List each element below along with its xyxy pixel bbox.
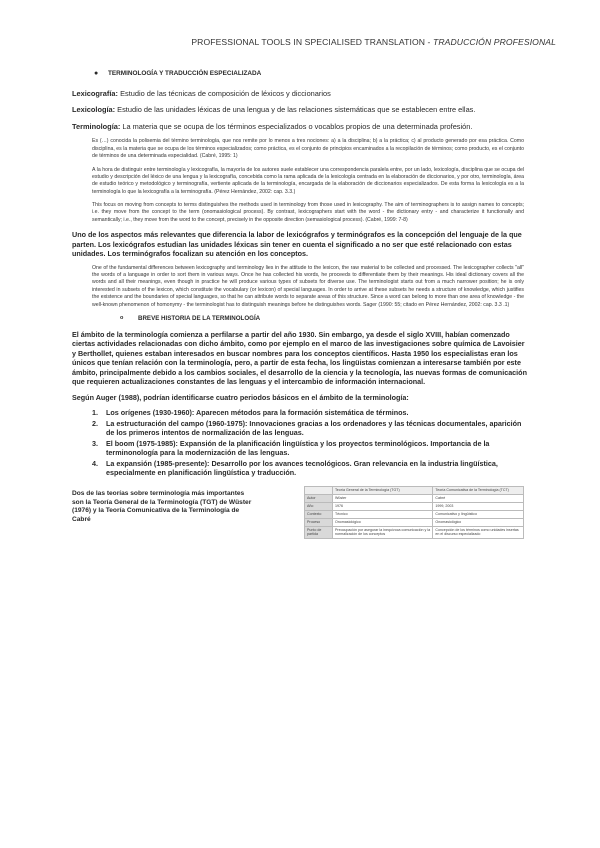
header-title: PROFESSIONAL TOOLS IN SPECIALISED TRANSLATION -: [191, 37, 433, 47]
definition-text: La materia que se ocupa de los términos especializados o vocablos propios de una determinada profesión.: [120, 121, 473, 131]
table-cell: 1999, 2003: [433, 502, 524, 510]
list-text: La estructuración del campo (1960-1975): Innovaciones gracias a los ordenadores y las técnicas documentales, aparición de los primeros intentos de normalización de las lenguas.: [106, 418, 522, 438]
list-text: La expansión (1985-presente): Desarrollo por los avances tecnológicos. Gran relevancia en la industria lingüística, especialmente en planificación lingüística y traducción.: [106, 458, 498, 478]
list-number: 3.: [92, 438, 98, 448]
paragraph-lexicografos: Uno de los aspectos más relevantes que diferencia la labor de lexicógrafos y terminógrafos es la concepción del lenguaje de la que parten. Los lexicógrafos estudian las unidades léxicas sin tener en cuenta el significado a no ser que esté relacionado con estas unidades. Los terminógrafos focalizan su atención en los conceptos.: [72, 230, 522, 259]
table-row: [305, 494, 524, 502]
table-cell: Preocupación por asegurar la inequívoca comunicación y la normalización de los conceptos: [333, 526, 433, 538]
list-item: [92, 459, 528, 478]
table-header: Teoría Comunicativa de la Terminología (TCT): [433, 486, 524, 494]
subsection-heading: [120, 315, 528, 322]
table-row: [305, 502, 524, 510]
section-heading: [94, 70, 528, 77]
table-cell: Contexto: [305, 510, 333, 518]
document-body: [72, 70, 528, 539]
table-cell: Punto de partida: [305, 526, 333, 538]
page-header: [191, 37, 556, 47]
table-cell: Comunicativo y lingüístico: [433, 510, 524, 518]
table-header: [305, 486, 333, 494]
list-text: El boom (1975-1985): Expansión de la planificación lingüística y los proyectos terminológicos. Importancia de la terminonología para la modernización de las lenguas.: [106, 438, 490, 458]
table-cell: Onomasiológico: [333, 518, 433, 526]
quote-perez-hernandez: A la hora de distinguir entre terminología y lexicografía, la mayoría de los autores suele establecer una correspondencia paralela entre, por un lado, lexicología, disciplina que se ocupa del estudio y descripción del léxico de una lengua y la lexicografía, concebida como la rama aplicada de la lexicología centrada en la elaboración de diccionarios, y por otro, terminología, área de estudio teórico y metodológico y terminografía, vertiente aplicada de la terminología, encargada de la elaboración de diccionarios especializados. De esta forma la lexicología es a la terminología lo que la lexicografía a la terminografía. (Pérez Hernández, 2002: cap. 3.3.): [92, 166, 524, 195]
table-cell: Cabré: [433, 494, 524, 502]
definition-term: Terminología:: [72, 121, 121, 131]
list-item: [92, 439, 528, 458]
table-header-row: [305, 486, 524, 494]
table-row: [305, 526, 524, 538]
table-cell: Concepción de los términos como unidades insertas en el discurso especializado: [433, 526, 524, 538]
list-text: Los orígenes (1930-1960): Aparecen métodos para la formación sistemática de términos.: [106, 408, 409, 418]
definition-term: Lexicografía:: [72, 89, 119, 98]
table-cell: Autor: [305, 494, 333, 502]
list-item: [92, 419, 528, 438]
table-cell: Técnico: [333, 510, 433, 518]
definition-text: Estudio de las técnicas de composición de léxicos y diccionarios: [118, 89, 331, 98]
definition-term: Lexicología:: [72, 105, 116, 115]
circle-bullet-icon: o: [120, 315, 124, 322]
header-title-italic: TRADUCCIÓN PROFESIONAL: [432, 37, 556, 47]
table-cell: Proceso: [305, 518, 333, 526]
bullet-icon: ●: [94, 70, 99, 77]
definition-lexicografia: [72, 89, 528, 98]
periods-list: [92, 408, 528, 478]
definition-lexicologia: [72, 105, 528, 114]
definition-terminologia: [72, 122, 528, 131]
theories-table: [304, 486, 524, 539]
table-header: Teoría General de la Terminología (TGT): [333, 486, 433, 494]
list-number: 2.: [92, 418, 98, 428]
quote-sager: One of the fundamental differences between lexicography and terminology lies in the attitude to the lexicon, the raw material to be collected and processed. The lexicographer collects "all" the words of a language in order to sort them in various ways. Once he has collected his words, he proceeds to differentiate them by their meanings. His ideal dictionary covers all the words and all their meanings, even though in practice he will produce various types of subsets for diverse use. The terminologist starts out from a much narrower position; he is only interested in subsets of the lexicon, which constitute the vocabulary (or lexicon) of special languages. In order to arrive at these subsets he needs a structure of knowledge, which justifies the existence and the boundaries of special languages, so that he can attribute words to separate areas of this structure. Since a word can belong to more than one area of knowledge - the well-known phenomenon of homonymy - the terminologist has to distinguish meanings before he distinguishes words. Sager (1990: 55; citado en Pérez Hernández, 2002: cap. 3.3 .1): [92, 264, 524, 308]
table-cell: Wüster: [333, 494, 433, 502]
subsection-title: BREVE HISTORIA DE LA TERMINOLOGÍA: [138, 314, 261, 322]
section-title: TERMINOLOGÍA Y TRADUCCIÓN ESPECIALIZADA: [108, 70, 262, 77]
table-row: [305, 510, 524, 518]
theories-paragraph: Dos de las teorías sobre terminología más importantes son la Teoría General de la Terminología (TGT) de Wüster (1976) y la Teoría Comunicativa de la Terminología de Cabré: [72, 489, 252, 524]
list-number: 4.: [92, 458, 98, 468]
table-row: [305, 518, 524, 526]
quote-cabre-1995: Es (…) conocida la polisemia del término terminología, que nos remite por lo menos a tres nociones: a) a la disciplina; b) a la práctica; c) al producto generado por esa práctica. Como disciplina, es la materia que se ocupa de los términos especializados; como práctica, es el conjunto de principios encaminados a la recopilación de términos; como producto, es el conjunto de términos de una determinada especialidad. (Cabré, 1995: 1): [92, 138, 524, 160]
table-cell: Onomasiológico: [433, 518, 524, 526]
paragraph-historia: El ámbito de la terminología comienza a perfilarse a partir del año 1930. Sin embargo, ya desde el siglo XVIII, habían comenzado ciertas actividades relacionadas con dicho ámbito, como por ejemplo en el marco de las investigaciones sobre química de Lavoisier y Berthollet, quienes estaban interesados en buscar nombres para los conceptos científicos. Hasta 1950 los especialistas eran los únicos que tenían relación con la terminología, pero, a partir de esta fecha, los lingüistas comienzan a interesarse también por este ámbito, principalmente debido a los cambios sociales, el desarrollo de la ciencia y la tecnología, las nuevas formas de comunicación que requieren actualizaciones constantes de las lenguas y el intercambio de información internacional.: [72, 329, 527, 387]
theories-section: [72, 486, 528, 539]
table-cell: Año: [305, 502, 333, 510]
table-cell: 1976: [333, 502, 433, 510]
quote-cabre-1999: This focus on moving from concepts to terms distinguishes the methods used in terminology from those used in lexicography. The aim of terminographers is to assign names to concepts; i.e. they move from the concept to the term (onomasiological process). By contrast, lexicographers start with the word - the dictionary entry - and characterize it functionally and semantically; i.e., they move from the word to the concept, precisely in the opposite direction (semasiological process). (Cabré, 1999: 7-8): [92, 202, 524, 223]
paragraph-auger: Según Auger (1988), podrían identificarse cuatro periodos básicos en el ámbito de la terminología:: [72, 392, 409, 402]
list-item: [92, 408, 528, 418]
list-number: 1.: [92, 408, 98, 418]
definition-text: Estudio de las unidades léxicas de una lengua y de las relaciones sistemáticas que se establecen entre ellas.: [115, 105, 476, 115]
